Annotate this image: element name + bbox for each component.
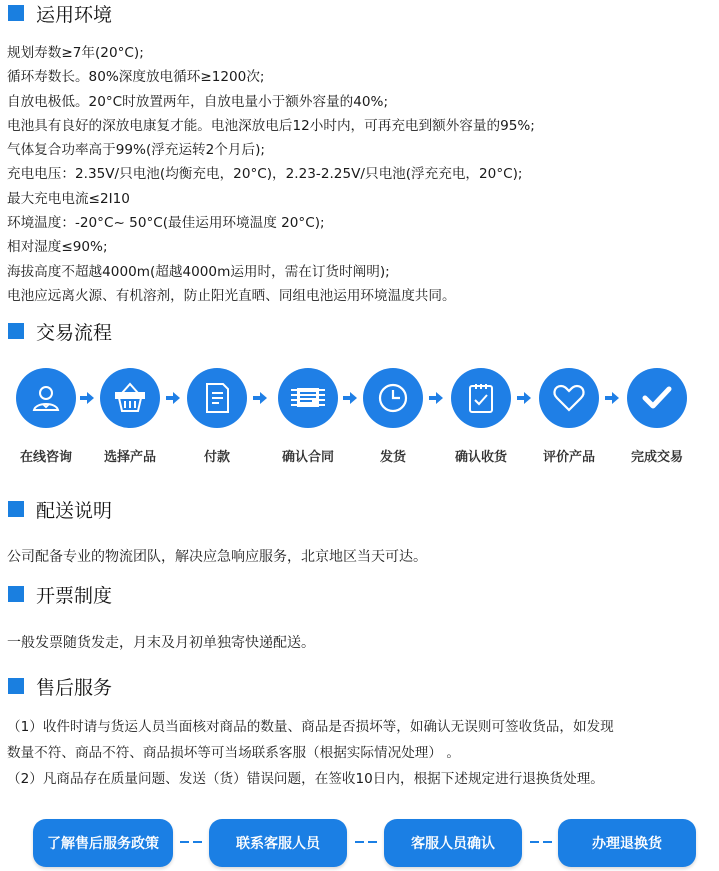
section-marker-icon — [8, 5, 24, 21]
environment-line: 电池具有良好的深放电康复才能。电池深放电后12小时内，可再充电到额外容量的95%; — [7, 117, 535, 134]
section-header-after-sales — [8, 673, 112, 699]
environment-line: 电池应远离火源、有机溶剂，防止阳光直晒、同组电池运用环境温度共同。 — [7, 287, 456, 304]
flow-step-label: 付款 — [203, 450, 230, 465]
delivery-text: 公司配备专业的物流团队，解决应急响应服务，北京地区当天可达。 — [7, 549, 427, 565]
flow-step-shipping — [353, 368, 433, 465]
after-sales-line: 数量不符、商品不符、商品损坏等可当场联系客服（根据实际情况处理） 。 — [7, 745, 460, 761]
section-header-invoice — [8, 581, 112, 607]
flow-step-label: 确认合同 — [281, 450, 334, 465]
section-title: 运用环境 — [36, 3, 113, 26]
flow-step-label: 在线咨询 — [19, 450, 72, 465]
flow-step-contract — [268, 368, 348, 465]
after-sales-policy-button[interactable]: 了解售后服务政策 — [33, 819, 173, 867]
environment-line: 最大充电电流≤2I10 — [7, 190, 130, 207]
section-title: 售后服务 — [36, 676, 113, 699]
environment-line: 自放电极低。20°C时放置两年，自放电量小于额外容量的40%; — [7, 93, 389, 110]
section-marker-icon — [8, 678, 24, 694]
flow-step-payment — [177, 368, 257, 465]
flow-step-label: 发货 — [379, 450, 406, 465]
after-sales-line: （1）收件时请与货运人员当面核对商品的数量、商品是否损坏等，如确认无误则可签收货品，如发现 — [7, 719, 614, 735]
section-title: 开票制度 — [36, 584, 113, 607]
contact-support-button[interactable]: 联系客服人员 — [209, 819, 347, 867]
section-marker-icon — [8, 323, 24, 339]
clock-icon — [363, 368, 423, 428]
flow-step-complete — [617, 368, 697, 465]
environment-line: 气体复合功率高于99%(浮充运转2个月后); — [7, 142, 265, 159]
after-sales-line: （2）凡商品存在质量问题、发送（货）错误问题，在签收10日内，根据下述规定进行退换货处理。 — [7, 771, 604, 787]
connector-dash — [180, 836, 202, 848]
support-confirm-button[interactable]: 客服人员确认 — [384, 819, 522, 867]
environment-line: 相对湿度≤90%; — [7, 239, 108, 256]
connector-dash — [530, 836, 552, 848]
flow-step-select — [90, 368, 170, 465]
heart-icon — [539, 368, 599, 428]
invoice-text: 一般发票随货发走，月末及月初单独寄快递配送。 — [7, 635, 315, 651]
environment-line: 环境温度：-20°C~ 50°C(最佳运用环境温度 20°C); — [7, 215, 325, 232]
connector-dash — [355, 836, 377, 848]
environment-line: 海拔高度不超越4000m(超越4000m运用时，需在订货时阐明); — [7, 263, 390, 280]
environment-list — [7, 41, 717, 308]
basket-icon — [100, 368, 160, 428]
section-header-environment — [8, 0, 112, 26]
trade-flow — [0, 368, 719, 468]
consult-icon — [16, 368, 76, 428]
section-title: 配送说明 — [36, 499, 113, 522]
environment-line: 循环寿数长。80%深度放电循环≥1200次; — [7, 69, 265, 86]
section-header-trade — [8, 318, 112, 344]
section-marker-icon — [8, 586, 24, 602]
flow-step-label: 评价产品 — [542, 450, 595, 465]
environment-line: 规划寿数≥7年(20°C); — [7, 45, 144, 61]
flow-step-label: 确认收货 — [454, 450, 507, 465]
clipboard-check-icon — [451, 368, 511, 428]
arrow-right-icon — [253, 390, 267, 406]
environment-line: 充电电压：2.35V/只电池(均衡充电，20°C)，2.23-2.25V/只电池(浮充充电，20°C); — [7, 166, 523, 183]
flow-step-review — [529, 368, 609, 465]
flow-step-label: 完成交易 — [630, 450, 683, 465]
return-exchange-button[interactable]: 办理退换货 — [558, 819, 696, 867]
section-title: 交易流程 — [36, 321, 113, 344]
section-marker-icon — [8, 501, 24, 517]
document-icon — [187, 368, 247, 428]
flow-step-label: 选择产品 — [103, 450, 156, 465]
checkmark-icon — [627, 368, 687, 428]
flow-step-consult — [6, 368, 86, 465]
section-header-delivery — [8, 496, 112, 522]
flow-step-receive — [441, 368, 521, 465]
contract-icon — [278, 368, 338, 428]
